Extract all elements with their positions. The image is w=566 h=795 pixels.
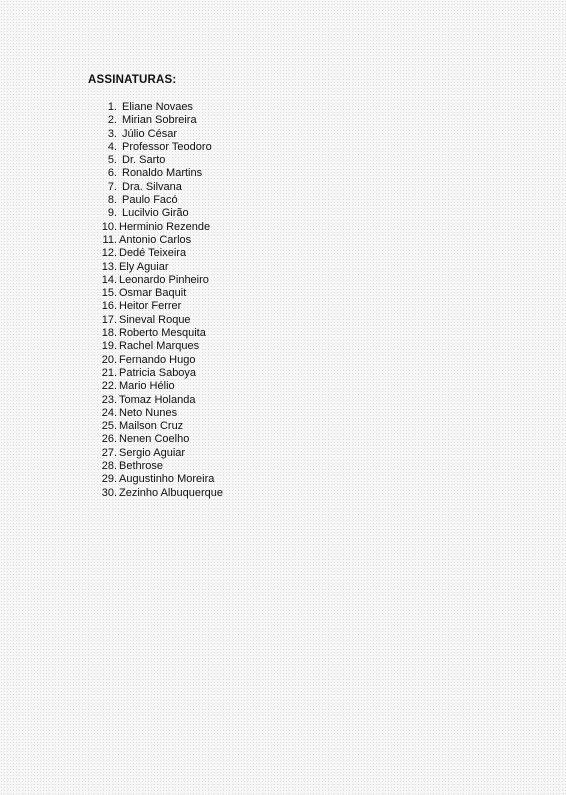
signature-list xyxy=(100,101,223,500)
signature-item xyxy=(100,261,223,274)
signature-item xyxy=(100,433,223,446)
signature-name: Dra. Silvana xyxy=(122,180,182,193)
signature-number: 3. xyxy=(107,127,117,140)
signature-item xyxy=(100,167,223,180)
signature-item xyxy=(100,340,223,353)
signature-number: 8. xyxy=(107,194,117,207)
signature-name: Nenen Coelho xyxy=(119,433,190,446)
signature-item xyxy=(100,221,223,234)
signature-item xyxy=(100,394,223,407)
signature-item xyxy=(100,407,223,420)
signature-name: Professor Teodoro xyxy=(122,140,212,153)
signature-number: 2. xyxy=(107,114,117,127)
signature-item xyxy=(100,420,223,433)
signature-name: Dedé Teixeira xyxy=(119,247,187,260)
signature-name: Augustinho Moreira xyxy=(119,473,215,486)
signature-item xyxy=(100,367,223,380)
signature-name: Neto Nunes xyxy=(119,406,178,419)
signature-name: Herminio Rezende xyxy=(119,220,211,233)
signature-name: Fernando Hugo xyxy=(119,353,196,366)
signature-item xyxy=(100,314,223,327)
signature-number: 1. xyxy=(107,101,117,113)
signature-name: Tomaz Holanda xyxy=(119,393,196,406)
signature-item xyxy=(100,194,223,207)
signature-number: 17. xyxy=(101,313,117,326)
signature-name: Lucilvio Girão xyxy=(122,207,189,220)
signature-number: 22. xyxy=(101,380,117,393)
signature-number: 25. xyxy=(101,420,117,433)
signatures-heading: ASSINATURAS: xyxy=(88,74,177,86)
signature-item xyxy=(100,447,223,460)
signature-item xyxy=(100,460,223,473)
signature-name: Paulo Facó xyxy=(122,194,178,207)
signature-name: Sineval Roque xyxy=(119,313,191,326)
signature-number: 14. xyxy=(101,273,117,286)
signature-number: 5. xyxy=(107,154,117,167)
signature-number: 10. xyxy=(101,220,117,233)
signature-number: 20. xyxy=(101,353,117,366)
signature-item xyxy=(100,207,223,220)
signature-name: Bethrose xyxy=(119,460,164,473)
signature-name: Mirian Sobreira xyxy=(122,114,197,127)
signature-item xyxy=(100,354,223,367)
signature-item xyxy=(100,327,223,340)
signature-number: 9. xyxy=(107,207,117,220)
signature-name: Mailson Cruz xyxy=(119,420,184,433)
signature-item xyxy=(100,141,223,154)
signature-number: 13. xyxy=(101,260,117,273)
signature-name: Ely Aguiar xyxy=(119,260,169,273)
signature-item xyxy=(100,287,223,300)
signature-item xyxy=(100,274,223,287)
signature-number: 28. xyxy=(101,460,117,473)
signature-number: 30. xyxy=(101,486,117,499)
signature-number: 7. xyxy=(107,180,117,193)
signature-name: Leonardo Pinheiro xyxy=(119,273,209,286)
signature-number: 29. xyxy=(101,473,117,486)
signature-number: 15. xyxy=(101,287,117,300)
signature-item xyxy=(100,101,223,114)
signature-item xyxy=(100,234,223,247)
signature-name: Zezinho Albuquerque xyxy=(119,486,223,499)
signature-number: 21. xyxy=(101,366,117,379)
signature-name: Osmar Baquit xyxy=(119,287,187,300)
signature-name: Júlio César xyxy=(122,127,178,140)
signature-number: 18. xyxy=(101,327,117,340)
signature-item xyxy=(100,473,223,486)
signature-name: Eliane Novaes xyxy=(122,101,193,113)
signature-number: 6. xyxy=(107,167,117,180)
signature-item xyxy=(100,247,223,260)
signature-number: 19. xyxy=(101,340,117,353)
signature-number: 26. xyxy=(101,433,117,446)
signature-item xyxy=(100,154,223,167)
signature-name: Mario Hélio xyxy=(119,380,175,393)
signature-item xyxy=(100,114,223,127)
signature-number: 23. xyxy=(101,393,117,406)
signature-number: 11. xyxy=(102,233,117,246)
signature-number: 12. xyxy=(101,247,117,260)
signature-number: 24. xyxy=(101,406,117,419)
signature-name: Antonio Carlos xyxy=(119,233,192,246)
signature-item xyxy=(100,128,223,141)
signature-name: Sergio Aguiar xyxy=(119,446,186,459)
signature-name: Ronaldo Martins xyxy=(122,167,203,180)
signature-number: 4. xyxy=(107,140,117,153)
signature-number: 27. xyxy=(101,446,117,459)
signature-name: Rachel Marques xyxy=(119,340,200,353)
signature-item xyxy=(100,181,223,194)
signature-number: 16. xyxy=(101,300,117,313)
signature-item xyxy=(100,487,223,500)
signature-name: Roberto Mesquita xyxy=(119,327,206,340)
signature-item xyxy=(100,300,223,313)
signature-name: Patricia Saboya xyxy=(119,366,197,379)
signature-name: Dr. Sarto xyxy=(122,154,166,167)
signature-name: Heitor Ferrer xyxy=(119,300,182,313)
signature-item xyxy=(100,380,223,393)
